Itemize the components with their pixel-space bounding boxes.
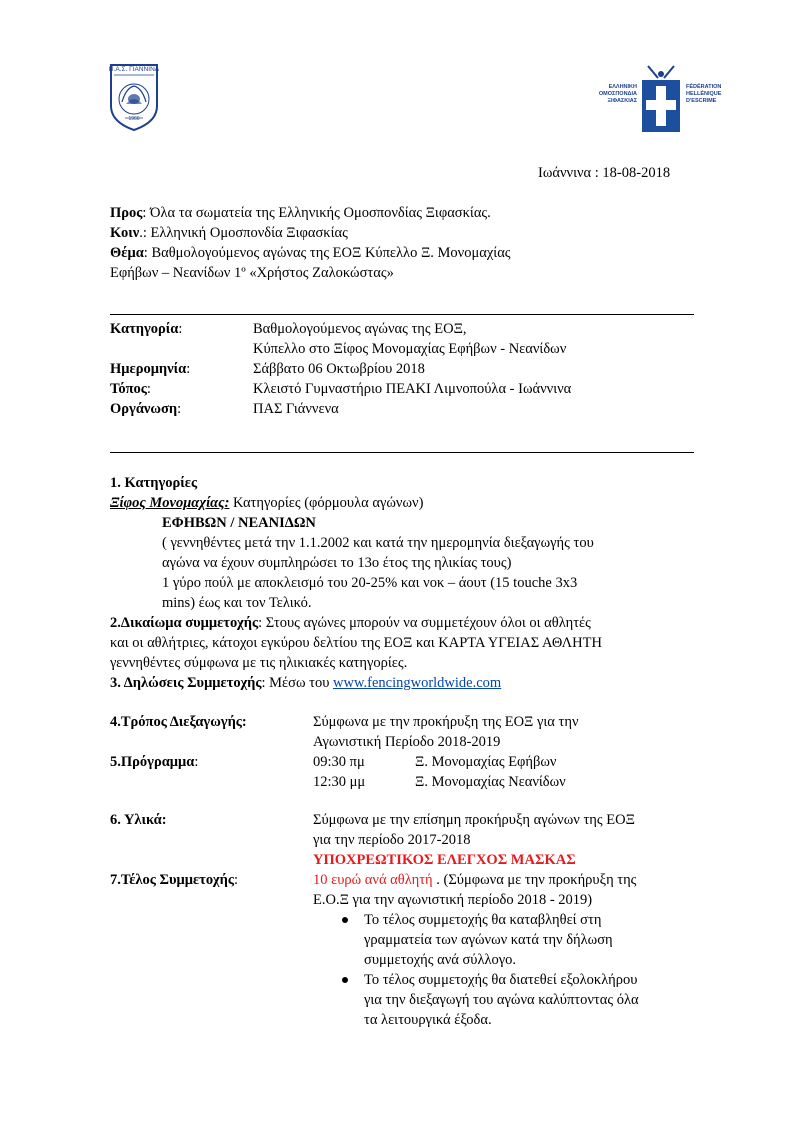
recipient-text: : Όλα τα σωματεία της Ελληνικής Ομοσπονδίας Ξιφασκίας. — [142, 205, 491, 221]
section-5-label: 5.Πρόγραμμα — [110, 754, 195, 770]
category-colon: : — [178, 321, 183, 337]
section-6-text: Σύμφωνα με την επίσημη προκήρυξη αγώνων της ΕΟΞ — [313, 812, 635, 828]
bullet-text: Το τέλος συμμετοχής θα διατεθεί εξολοκλήρου — [364, 972, 638, 988]
section-4-text: Σύμφωνα με την προκήρυξη της ΕΟΞ για την — [313, 714, 579, 730]
category-value-1: Βαθμολογούμενος αγώνας της ΕΟΞ, — [253, 321, 467, 337]
section-2-label: 2.Δικαίωμα συμμετοχής — [110, 615, 259, 631]
place-value: Κλειστό Γυμναστήριο ΠΕΑΚΙ Λιμνοπούλα - Ιωάννινα — [253, 381, 572, 397]
schedule-event: Ξ. Μονομαχίας Εφήβων — [415, 754, 557, 770]
section-2 — [110, 613, 591, 633]
federation-fr-line: D'ESCRIME — [686, 98, 717, 104]
federation-text-french — [686, 84, 746, 105]
organizer-label: Οργάνωση — [110, 401, 178, 417]
schedule-time: 12:30 μμ — [313, 774, 366, 790]
section-6-label: 6. Υλικά: — [110, 812, 167, 828]
cc-line — [110, 223, 348, 243]
date-label: Ημερομηνία — [110, 361, 187, 377]
section-2-line: και οι αθλήτριες, κάτοχοι εγκύρου δελτίου της ΕΟΞ και ΚΑΡΤΑ ΥΓΕΙΑΣ ΑΘΛΗΤΗ — [110, 635, 602, 651]
section-7-text: . (Σύμφωνα με την προκήρυξη της — [436, 872, 637, 888]
section-3 — [110, 673, 501, 693]
section-7-label: 7.Τέλος Συμμετοχής — [110, 872, 234, 888]
section-5-colon: : — [194, 754, 199, 770]
bullet-icon — [342, 977, 348, 983]
federation-gr-line: ΞΙΦΑΣΚΙΑΣ — [607, 98, 637, 104]
federation-text-greek — [583, 84, 637, 105]
section-4-text: Αγωνιστική Περίοδο 2018-2019 — [313, 734, 501, 750]
pas-logo-year: 1966 — [128, 116, 140, 122]
section-3-text: : Μέσω του — [261, 675, 334, 691]
pas-logo-text: Π.Α.Σ. ΓΙΑΝΝΙΝΑ — [108, 66, 160, 73]
federation-gr-line: ΕΛΛΗΝΙΚΗ — [608, 84, 637, 90]
category-row — [110, 319, 182, 339]
subject-line-2: Εφήβων – Νεανίδων 1º «Χρήστος Ζαλοκώστας» — [110, 265, 394, 281]
section-3-label: 3. Δηλώσεις Συμμετοχής — [110, 675, 262, 691]
category-value-2: Κύπελλο στο Ξίφος Μονομαχίας Εφήβων - Νεανίδων — [253, 341, 567, 357]
bullet-text: Το τέλος συμμετοχής θα καταβληθεί στη — [364, 912, 602, 928]
bullet-text: τα λειτουργικά έξοδα. — [364, 1012, 492, 1028]
section-1-line: ( γεννηθέντες μετά την 1.1.2002 και κατά την ημερομηνία διεξαγωγής του — [162, 535, 594, 551]
bullet-text: συμμετοχής ανά σύλλογο. — [364, 952, 517, 968]
divider — [110, 314, 694, 315]
subject-line — [110, 243, 511, 263]
section-4-label: 4.Τρόπος Διεξαγωγής: — [110, 714, 247, 730]
date-colon: : — [186, 361, 191, 377]
federation-fr-line: FÉDÉRATION — [686, 84, 722, 90]
registration-link[interactable]: www.fencingworldwide.com — [333, 675, 502, 691]
schedule-time: 09:30 πμ — [313, 754, 365, 770]
schedule-event: Ξ. Μονομαχίας Νεανίδων — [415, 774, 566, 790]
recipient-line — [110, 203, 491, 223]
section-1-title: 1. Κατηγορίες — [110, 475, 198, 491]
organizer-row — [110, 399, 181, 419]
subject-text: : Βαθμολογούμενος αγώνας της ΕΟΞ Κύπελλο Ξ. Μονομαχίας — [143, 245, 511, 261]
recipient-label: Προς — [110, 205, 143, 221]
section-1-line: αγώνα να έχουν συμπληρώσει το 13ο έτος της ηλικίας τους) — [162, 555, 512, 571]
place-label: Τόπος — [110, 381, 147, 397]
subject-label: Θέμα — [110, 245, 144, 261]
cc-text: .: Ελληνική Ομοσπονδία Ξιφασκίας — [139, 225, 348, 241]
place-colon: : — [146, 381, 151, 397]
organizer-colon: : — [177, 401, 182, 417]
organizer-value: ΠΑΣ Γιάννενα — [253, 401, 339, 417]
entry-fee: 10 ευρώ ανά αθλητή — [313, 872, 437, 888]
section-1-heading: ΕΦΗΒΩΝ / ΝΕΑΝΙΔΩΝ — [162, 515, 316, 531]
section-7-text: Ε.Ο.Ξ για την αγωνιστική περίοδο 2018 - 2019) — [313, 892, 593, 908]
section-1-sub-text: Κατηγορίες (φόρμουλα αγώνων) — [229, 495, 424, 511]
section-7-fee-line — [313, 870, 636, 890]
section-1-line: mins) έως και τον Τελικό. — [162, 595, 312, 611]
date-value: Σάββατο 06 Οκτωβρίου 2018 — [253, 361, 425, 377]
date-row — [110, 359, 190, 379]
bullet-text: γραμματεία των αγώνων κατά την δήλωση — [364, 932, 613, 948]
category-label: Κατηγορία — [110, 321, 179, 337]
divider — [110, 452, 694, 453]
mask-check-warning: ΥΠΟΧΡΕΩΤΙΚΟΣ ΕΛΕΓΧΟΣ ΜΑΣΚΑΣ — [313, 852, 576, 868]
section-2-text: : Στους αγώνες μπορούν να συμμετέχουν όλοι οι αθλητές — [258, 615, 591, 631]
bullet-icon — [342, 917, 348, 923]
federation-logo-cross — [638, 62, 684, 136]
section-6-text: για την περίοδο 2017-2018 — [313, 832, 471, 848]
federation-gr-line: ΟΜΟΣΠΟΝΔΙΑ — [598, 91, 637, 97]
section-5 — [110, 752, 198, 772]
place-row — [110, 379, 151, 399]
bullet-text: για την διεξαγωγή του αγώνα καλύπτοντας όλα — [364, 992, 639, 1008]
section-1-sub — [110, 493, 423, 513]
date-line: Ιωάννινα : 18-08-2018 — [538, 165, 671, 181]
federation-fr-line: HELLÉNIQUE — [686, 91, 722, 97]
section-2-line: γεννηθέντες σύμφωνα με τις ηλικιακές κατηγορίες. — [110, 655, 408, 671]
section-1-sub-label: Ξίφος Μονομαχίας: — [110, 495, 230, 511]
cc-label: Κοιν — [110, 225, 140, 241]
section-7-colon: : — [234, 872, 239, 888]
section-1-line: 1 γύρο πούλ με αποκλεισμό του 20-25% και νοκ – άουτ (15 touche 3x3 — [162, 575, 578, 591]
section-7 — [110, 870, 238, 890]
